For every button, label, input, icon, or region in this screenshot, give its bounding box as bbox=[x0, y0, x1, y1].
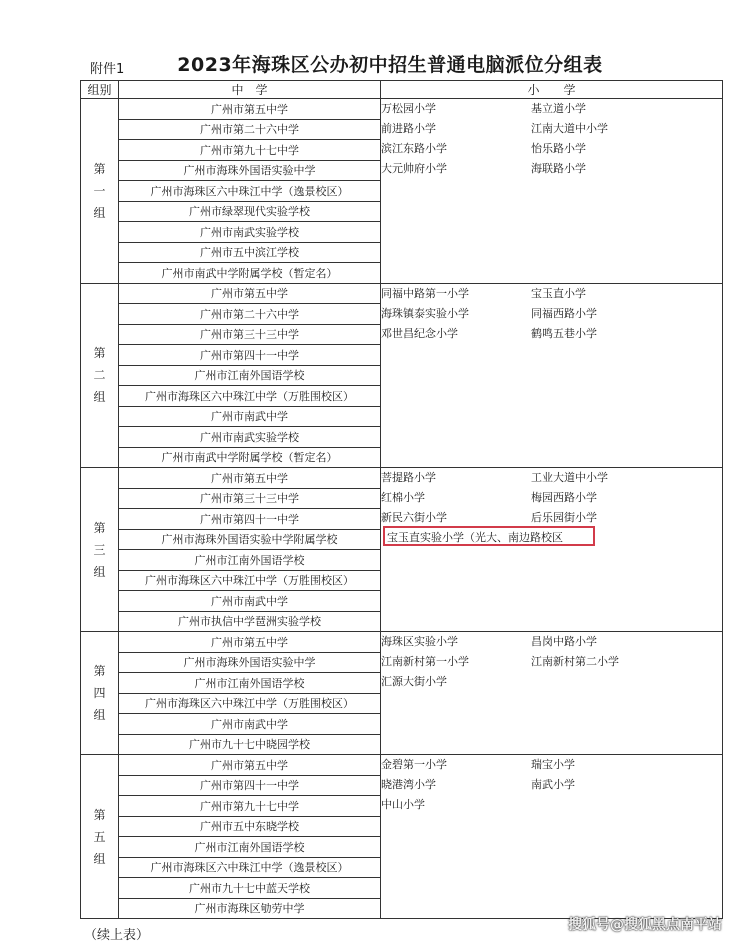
middle-school: 广州市执信中学琶洲实验学校 bbox=[119, 611, 381, 632]
middle-school: 广州市南武实验学校 bbox=[119, 427, 381, 448]
primary-school: 同福中路第一小学 bbox=[381, 286, 469, 300]
primary-school: 后乐园街小学 bbox=[531, 511, 597, 524]
middle-school: 广州市南武中学附属学校（暂定名） bbox=[119, 447, 381, 468]
grouping-table bbox=[80, 80, 723, 919]
middle-school: 广州市江南外国语学校 bbox=[119, 673, 381, 694]
middle-school: 广州市海珠区六中珠江中学（逸景校区） bbox=[119, 181, 381, 202]
middle-school: 广州市第四十一中学 bbox=[119, 775, 381, 796]
group-name-char: 第 bbox=[93, 807, 106, 822]
primary-school: 金碧第一小学 bbox=[381, 758, 447, 771]
primary-school: 新民六街小学 bbox=[381, 511, 447, 524]
table-row bbox=[81, 755, 723, 776]
middle-school: 广州市南武中学 bbox=[119, 591, 381, 612]
header-group: 组别 bbox=[81, 81, 119, 99]
middle-school: 广州市九十七中蓝天学校 bbox=[119, 878, 381, 899]
table-row bbox=[81, 283, 723, 304]
group-name-char: 二 bbox=[93, 368, 106, 383]
primary-row bbox=[381, 672, 722, 692]
primary-row bbox=[381, 304, 722, 324]
middle-school: 广州市江南外国语学校 bbox=[119, 837, 381, 858]
primary-row bbox=[381, 755, 722, 775]
primary-row bbox=[381, 468, 722, 488]
middle-school: 广州市南武实验学校 bbox=[119, 222, 381, 243]
primary-school: 前进路小学 bbox=[381, 122, 436, 135]
group-name-char: 组 bbox=[93, 205, 106, 220]
primary-school: 万松园小学 bbox=[381, 102, 436, 115]
middle-school: 广州市第四十一中学 bbox=[119, 345, 381, 366]
group-name-char: 第 bbox=[93, 520, 106, 535]
primary-schools-cell bbox=[381, 755, 723, 919]
primary-school: 海珠区实验小学 bbox=[381, 635, 458, 648]
primary-row bbox=[381, 508, 722, 528]
primary-row bbox=[381, 119, 722, 139]
middle-school: 广州市江南外国语学校 bbox=[119, 550, 381, 571]
group-name-char: 组 bbox=[93, 390, 106, 405]
middle-school: 广州市江南外国语学校 bbox=[119, 365, 381, 386]
primary-schools-cell bbox=[381, 632, 723, 755]
middle-school: 广州市九十七中晓园学校 bbox=[119, 734, 381, 755]
primary-row bbox=[381, 775, 722, 795]
group-name-char: 三 bbox=[93, 542, 106, 557]
watermark: 搜狐号@搜狐黑点南平站 bbox=[568, 917, 722, 933]
primary-school: 大元帅府小学 bbox=[381, 162, 447, 175]
primary-school: 滨江东路小学 bbox=[381, 142, 447, 155]
primary-schools-cell bbox=[381, 468, 723, 632]
middle-school: 广州市第二十六中学 bbox=[119, 304, 381, 325]
group-name-char: 第 bbox=[93, 664, 106, 678]
primary-school: 昌岗中路小学 bbox=[531, 635, 597, 648]
primary-row bbox=[381, 652, 722, 672]
table-header-row bbox=[81, 81, 723, 99]
primary-school: 江南新村第一小学 bbox=[381, 655, 469, 668]
primary-row bbox=[381, 632, 722, 652]
middle-school: 广州市第四十一中学 bbox=[119, 509, 381, 530]
middle-school: 广州市南武中学 bbox=[119, 714, 381, 735]
group-name-char: 组 bbox=[93, 708, 106, 722]
primary-row bbox=[381, 139, 722, 159]
group-name bbox=[81, 632, 119, 755]
group-name-char: 第 bbox=[93, 161, 106, 176]
middle-school: 广州市五中东晓学校 bbox=[119, 816, 381, 837]
primary-school: 基立道小学 bbox=[531, 102, 586, 115]
header-primary: 小 学 bbox=[381, 81, 723, 99]
primary-row bbox=[381, 488, 722, 508]
primary-school: 中山小学 bbox=[381, 798, 425, 811]
page-title: 2023年海珠区公办初中招生普通电脑派位分组表 bbox=[177, 54, 603, 76]
group-name bbox=[81, 468, 119, 632]
table-row bbox=[81, 632, 723, 653]
primary-schools-cell bbox=[381, 99, 723, 284]
primary-schools-cell bbox=[381, 283, 723, 468]
highlighted-primary-school: 宝玉直实验小学（光大、南边路校区 bbox=[387, 531, 563, 544]
primary-school: 红棉小学 bbox=[381, 491, 425, 504]
middle-school: 广州市绿翠现代实验学校 bbox=[119, 201, 381, 222]
group-name-char: 一 bbox=[93, 183, 106, 198]
primary-school: 同福西路小学 bbox=[531, 306, 597, 320]
middle-school: 广州市海珠区六中珠江中学（逸景校区） bbox=[119, 857, 381, 878]
middle-school: 广州市第九十七中学 bbox=[119, 796, 381, 817]
group-name-char: 五 bbox=[93, 829, 106, 844]
primary-row bbox=[381, 795, 722, 815]
group-name bbox=[81, 283, 119, 468]
middle-school: 广州市第二十六中学 bbox=[119, 119, 381, 140]
group-name-char: 组 bbox=[93, 564, 106, 579]
primary-school: 鹤鸣五巷小学 bbox=[531, 326, 597, 340]
primary-school: 南武小学 bbox=[531, 778, 575, 791]
middle-school: 广州市海珠外国语实验中学 bbox=[119, 652, 381, 673]
middle-school: 广州市第五中学 bbox=[119, 283, 381, 304]
middle-school: 广州市第五中学 bbox=[119, 632, 381, 653]
primary-school: 菩提路小学 bbox=[381, 471, 436, 484]
middle-school: 广州市五中滨江学校 bbox=[119, 242, 381, 263]
primary-row bbox=[381, 159, 722, 179]
primary-school: 瑞宝小学 bbox=[531, 758, 575, 771]
primary-school: 海珠镇泰实验小学 bbox=[381, 306, 469, 320]
attachment-label: 附件1 bbox=[90, 62, 125, 77]
group-name bbox=[81, 99, 119, 284]
middle-school: 广州市海珠区劬劳中学 bbox=[119, 898, 381, 919]
header-middle: 中 学 bbox=[119, 81, 381, 99]
primary-school: 怡乐路小学 bbox=[531, 142, 586, 155]
group-name-char: 组 bbox=[93, 851, 106, 866]
middle-school: 广州市南武中学 bbox=[119, 406, 381, 427]
primary-school: 汇源大街小学 bbox=[381, 675, 447, 688]
table-row bbox=[81, 468, 723, 489]
middle-school: 广州市海珠区六中珠江中学（万胜围校区） bbox=[119, 386, 381, 407]
middle-school: 广州市第九十七中学 bbox=[119, 140, 381, 161]
middle-school: 广州市海珠外国语实验中学 bbox=[119, 160, 381, 181]
primary-row bbox=[381, 99, 722, 119]
middle-school: 广州市海珠外国语实验中学附属学校 bbox=[119, 529, 381, 550]
middle-school: 广州市第五中学 bbox=[119, 99, 381, 120]
middle-school: 广州市第三十三中学 bbox=[119, 324, 381, 345]
primary-school: 晓港湾小学 bbox=[381, 778, 436, 791]
table-row bbox=[81, 99, 723, 120]
group-name-char: 第 bbox=[93, 346, 106, 361]
middle-school: 广州市第三十三中学 bbox=[119, 488, 381, 509]
middle-school: 广州市海珠区六中珠江中学（万胜围校区） bbox=[119, 570, 381, 591]
primary-school: 江南新村第二小学 bbox=[531, 655, 619, 668]
middle-school: 广州市第五中学 bbox=[119, 468, 381, 489]
group-name bbox=[81, 755, 119, 919]
primary-school: 海联路小学 bbox=[531, 162, 586, 175]
primary-school: 工业大道中小学 bbox=[531, 471, 608, 484]
group-name-char: 四 bbox=[93, 686, 106, 700]
middle-school: 广州市第五中学 bbox=[119, 755, 381, 776]
middle-school: 广州市海珠区六中珠江中学（万胜围校区） bbox=[119, 693, 381, 714]
middle-school: 广州市南武中学附属学校（暂定名） bbox=[119, 263, 381, 284]
primary-school: 江南大道中小学 bbox=[531, 122, 608, 135]
primary-row bbox=[381, 284, 722, 304]
primary-school: 梅园西路小学 bbox=[531, 491, 597, 504]
primary-school: 邓世昌纪念小学 bbox=[381, 326, 458, 340]
continued-note: （续上表） bbox=[84, 928, 150, 943]
primary-row bbox=[381, 324, 722, 344]
primary-school: 宝玉直小学 bbox=[531, 286, 586, 300]
